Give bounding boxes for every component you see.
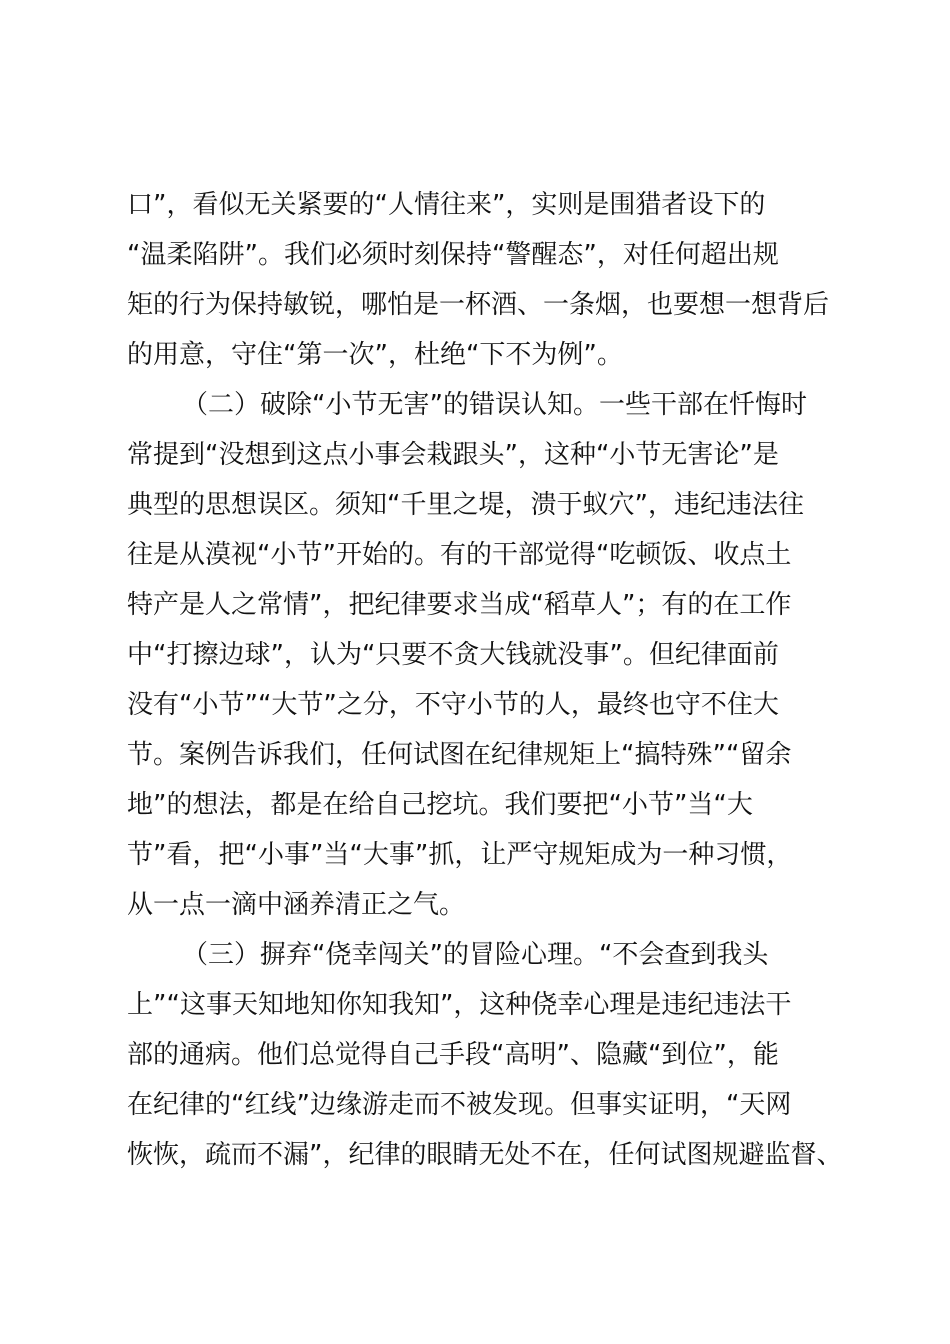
- text-line: 特产是人之常情”，把纪律要求当成“稻草人”；有的在工作: [127, 590, 792, 620]
- text-line: 恢恢，疏而不漏”，纪律的眼睛无处不在，任何试图规避监督、: [127, 1140, 843, 1170]
- text-line: 的用意，守住“第一次”，杜绝“下不为例”。: [127, 340, 623, 370]
- text-line: 典型的思想误区。须知“千里之堤，溃于蚁穴”，违纪违法往: [127, 490, 804, 520]
- text-line: 部的通病。他们总觉得自己手段“高明”、隐藏“到位”，能: [127, 1040, 779, 1070]
- text-line: “温柔陷阱”。我们必须时刻保持“警醒态”，对任何超出规: [127, 240, 779, 270]
- text-line: 节。案例告诉我们，任何试图在纪律规矩上“搞特殊”“留余: [127, 740, 792, 770]
- text-line: 口”，看似无关紧要的“人情往来”，实则是围猎者设下的: [127, 190, 766, 220]
- section-heading-line: （三）摒弃“侥幸闯关”的冒险心理。“不会查到我头: [182, 940, 769, 970]
- text-line: 往是从漠视“小节”开始的。有的干部觉得“吃顿饭、收点土: [127, 540, 792, 570]
- text-line: 常提到“没想到这点小事会栽跟头”，这种“小节无害论”是: [127, 440, 779, 470]
- body-text: [127, 180, 847, 1180]
- text-line: 中“打擦边球”，认为“只要不贪大钱就没事”。但纪律面前: [127, 640, 779, 670]
- text-line: 上”“这事天知地知你知我知”，这种侥幸心理是违纪违法干: [127, 990, 792, 1020]
- text-line: 没有“小节”“大节”之分，不守小节的人，最终也守不住大: [127, 690, 779, 720]
- section-heading-line: （二）破除“小节无害”的错误认知。一些干部在忏悔时: [182, 390, 807, 420]
- text-line: 矩的行为保持敏锐，哪怕是一杯酒、一条烟，也要想一想背后: [127, 290, 830, 320]
- text-line: 地”的想法，都是在给自己挖坑。我们要把“小节”当“大: [127, 790, 753, 820]
- text-line: 在纪律的“红线”边缘游走而不被发现。但事实证明，“天网: [127, 1090, 792, 1120]
- text-line: 节”看，把“小事”当“大事”抓，让严守规矩成为一种习惯，: [127, 840, 793, 870]
- text-line: 从一点一滴中涵养清正之气。: [127, 890, 466, 920]
